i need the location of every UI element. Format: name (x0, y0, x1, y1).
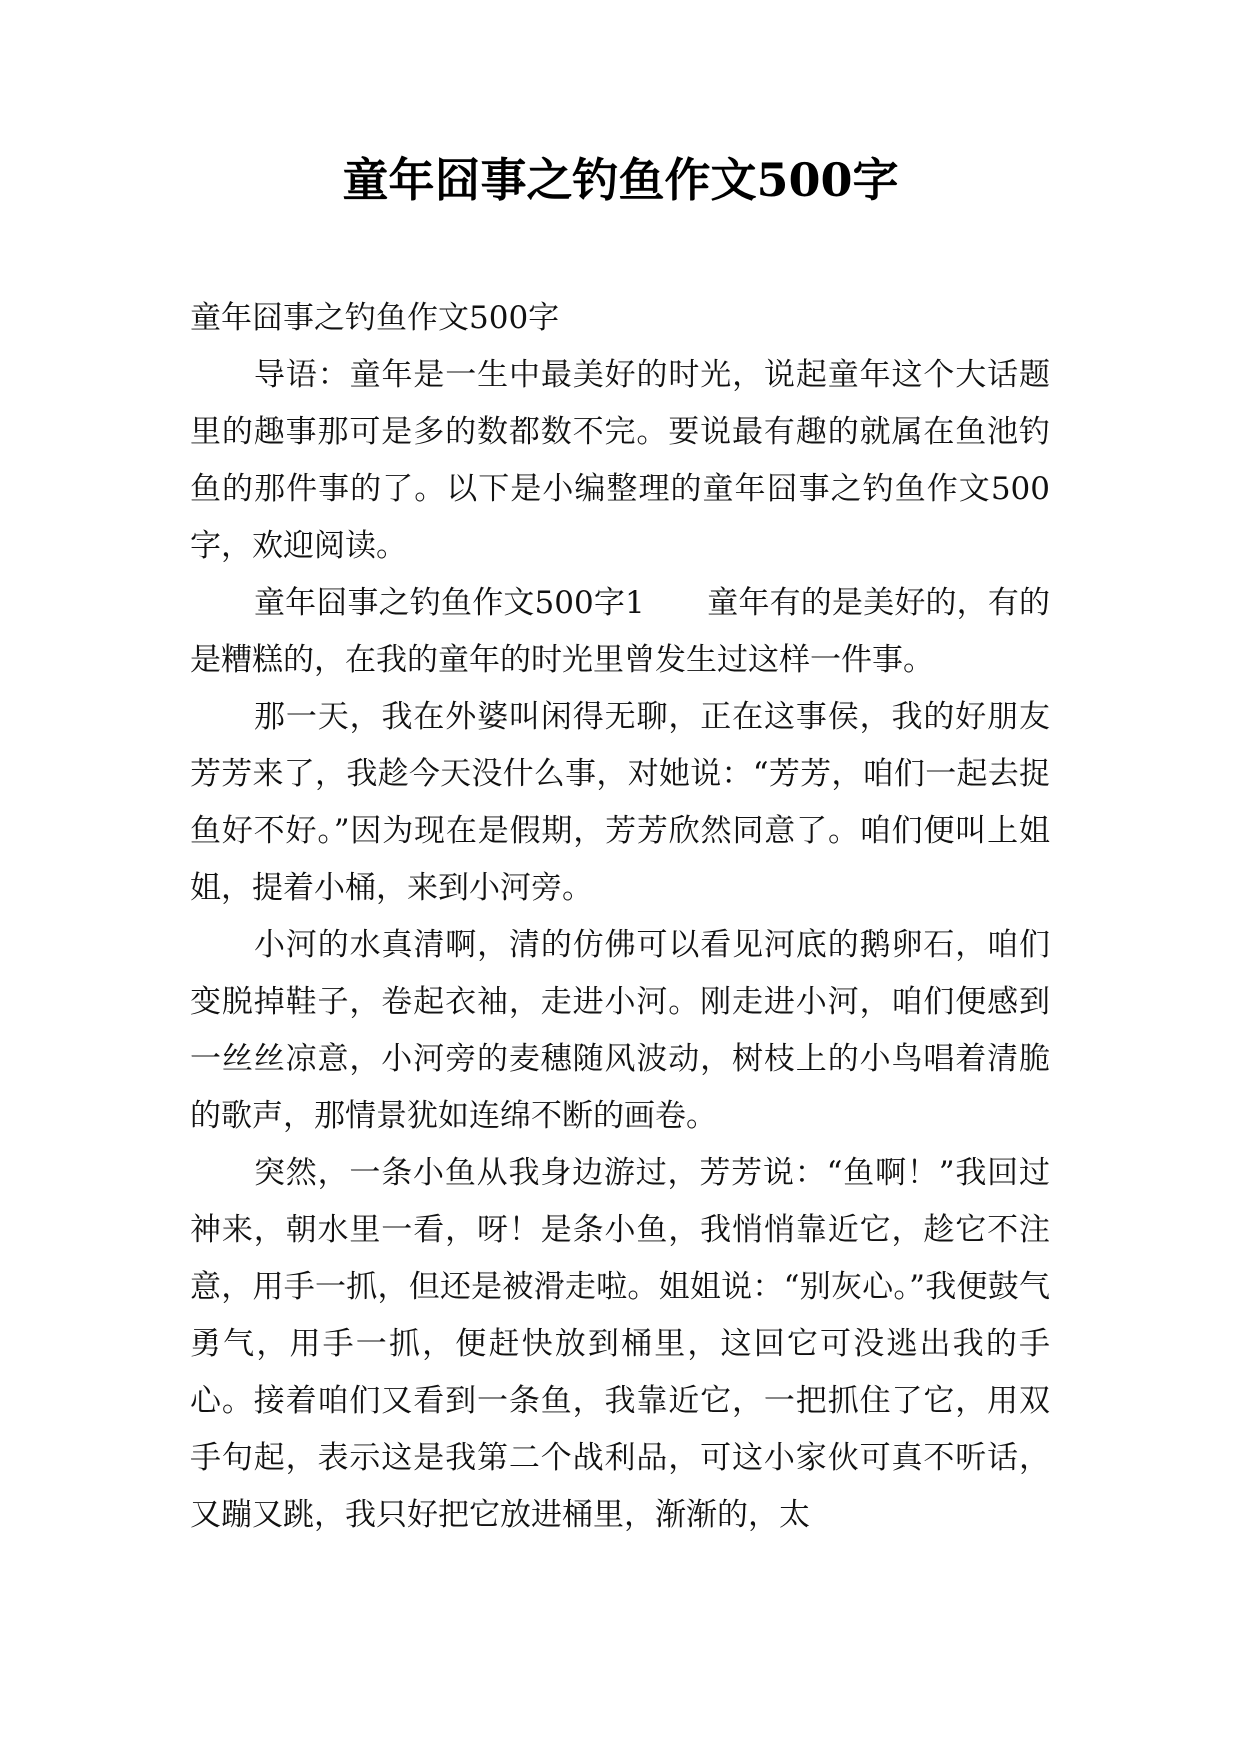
paragraph-intro: 导语：童年是一生中最美好的时光，说起童年这个大话题里的趣事那可是多的数都数不完。要说最有趣的就属在鱼池钓鱼的那件事的了。以下是小编整理的童年囧事之钓鱼作文500字，欢迎阅读。 (190, 357, 1050, 564)
paragraph-1: 童年囧事之钓鱼作文500字1 童年有的是美好的，有的是糟糕的，在我的童年的时光里曾发生过这样一件事。 (190, 585, 1050, 678)
document-subtitle: 童年囧事之钓鱼作文500字 (190, 300, 560, 336)
paragraph-2: 那一天，我在外婆叫闲得无聊，正在这事侯，我的好朋友芳芳来了，我趁今天没什么事，对她说：“芳芳，咱们一起去捉鱼好不好。”因为现在是假期，芳芳欣然同意了。咱们便叫上姐姐，提着小桶，来到小河旁。 (190, 699, 1050, 906)
document-body (190, 290, 1050, 1544)
paragraph-4: 突然，一条小鱼从我身边游过，芳芳说：“鱼啊！”我回过神来，朝水里一看，呀！是条小鱼，我悄悄靠近它，趁它不注意，用手一抓，但还是被滑走啦。姐姐说：“别灰心。”我便鼓气勇气，用手一抓，便赶快放到桶里，这回它可没逃出我的手心。接着咱们又看到一条鱼，我靠近它，一把抓住了它，用双手句起，表示这是我第二个战利品，可这小家伙可真不听话，又蹦又跳，我只好把它放进桶里，渐渐的，太 (190, 1155, 1050, 1533)
paragraph-3: 小河的水真清啊，清的仿佛可以看见河底的鹅卵石，咱们变脱掉鞋子，卷起衣袖，走进小河。刚走进小河，咱们便感到一丝丝凉意，小河旁的麦穗随风波动，树枝上的小鸟唱着清脆的歌声，那情景犹如连绵不断的画卷。 (190, 927, 1050, 1134)
document-title: 童年囧事之钓鱼作文500字 (342, 153, 899, 207)
